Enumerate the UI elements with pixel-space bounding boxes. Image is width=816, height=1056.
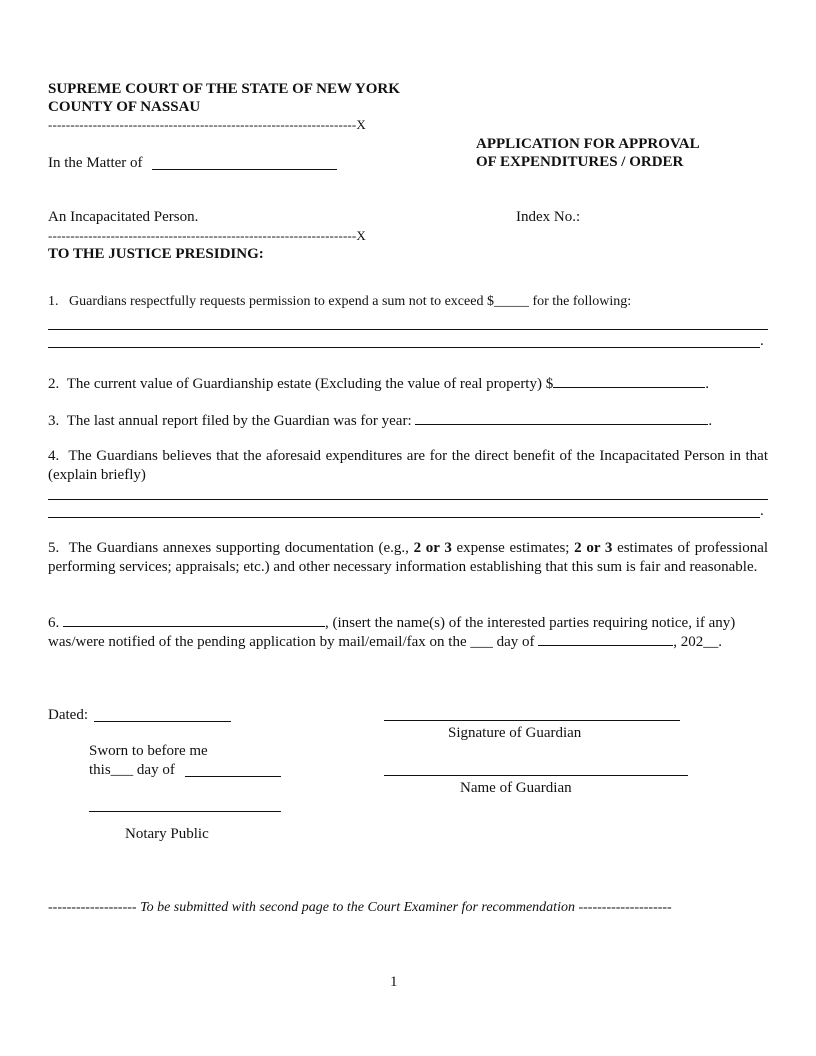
item-2 bbox=[48, 374, 709, 393]
item-5-bold-a: 2 or 3 bbox=[413, 540, 452, 556]
county-name: COUNTY OF NASSAU bbox=[48, 99, 201, 115]
item-2-number: 2. bbox=[48, 376, 60, 392]
item-6-text-a: , (insert the name(s) of the interested parties requiring notice, if any) bbox=[325, 615, 736, 631]
item-5-text-c: estimates of professional performing services; appraisals; etc.) and other necessary information establishing that this sum is fair and reasonable. bbox=[48, 540, 769, 575]
item-3 bbox=[48, 411, 712, 430]
item-6-line-2 bbox=[48, 632, 722, 651]
address-heading: TO THE JUSTICE PRESIDING: bbox=[48, 246, 264, 262]
item-1-answer-line-2[interactable] bbox=[48, 347, 760, 348]
item-1-period: . bbox=[760, 333, 764, 349]
item-6-line-1 bbox=[48, 613, 735, 632]
estate-value-blank[interactable] bbox=[553, 374, 705, 388]
name-of-guardian-label: Name of Guardian bbox=[460, 780, 572, 796]
item-6-text-c: , 202__. bbox=[673, 634, 723, 650]
footer-note-text: To be submitted with second page to the Court Examiner for recommendation bbox=[140, 900, 575, 915]
notary-public-label: Notary Public bbox=[125, 826, 209, 842]
notice-month-blank[interactable] bbox=[538, 632, 673, 646]
index-number-label: Index No.: bbox=[516, 209, 581, 225]
item-5-number: 5. bbox=[48, 540, 60, 556]
item-6-text-b: was/were notified of the pending application by mail/email/fax on the ___ day of bbox=[48, 634, 535, 650]
item-4-answer-line-2[interactable] bbox=[48, 517, 760, 518]
document-title-line1: APPLICATION FOR APPROVAL bbox=[476, 136, 700, 152]
item-3-period: . bbox=[708, 413, 713, 429]
item-6-number: 6. bbox=[48, 615, 60, 631]
sworn-day-label: this___ day of bbox=[89, 762, 175, 778]
item-4-number: 4. bbox=[48, 448, 60, 464]
item-1 bbox=[48, 293, 631, 311]
caption-separator-bottom: ---------------------------------------------------------------------X bbox=[48, 228, 366, 243]
item-3-number: 3. bbox=[48, 413, 60, 429]
footer-dashes-left: ------------------- bbox=[48, 900, 137, 915]
item-5-text-a: The Guardians annexes supporting documentation (e.g., bbox=[68, 540, 409, 556]
item-4-text: The Guardians believes that the aforesaid expenditures are for the direct benefit of the Incapacitated Person in that (explain briefly) bbox=[48, 448, 768, 483]
item-3-text: The last annual report filed by the Guardian was for year: bbox=[66, 413, 412, 429]
item-5-bold-b: 2 or 3 bbox=[574, 540, 613, 556]
court-name: SUPREME COURT OF THE STATE OF NEW YORK bbox=[48, 81, 400, 97]
item-4-answer-line-1[interactable] bbox=[48, 499, 768, 500]
item-1-number: 1. bbox=[48, 294, 59, 309]
item-5 bbox=[48, 539, 768, 576]
footer-dashes-right: -------------------- bbox=[578, 900, 672, 915]
item-2-text: The current value of Guardianship estate (Excluding the value of real property) $ bbox=[66, 376, 554, 392]
item-2-period: . bbox=[705, 376, 709, 392]
matter-name-blank[interactable] bbox=[152, 169, 337, 170]
incapacitated-person-label: An Incapacitated Person. bbox=[48, 209, 199, 225]
page-number: 1 bbox=[390, 974, 398, 990]
item-5-text-b: expense estimates; bbox=[456, 540, 570, 556]
guardian-name-line[interactable] bbox=[384, 775, 688, 776]
interested-parties-blank[interactable] bbox=[63, 613, 325, 627]
caption-separator-top: ---------------------------------------------------------------------X bbox=[48, 117, 366, 132]
dated-label: Dated: bbox=[48, 707, 88, 723]
sworn-label: Sworn to before me bbox=[89, 743, 208, 759]
signature-of-guardian-label: Signature of Guardian bbox=[448, 725, 582, 741]
sworn-date-blank[interactable] bbox=[185, 776, 281, 777]
matter-label: In the Matter of bbox=[48, 155, 143, 171]
report-year-blank[interactable] bbox=[415, 411, 708, 425]
document-title-line2: OF EXPENDITURES / ORDER bbox=[476, 154, 684, 170]
item-1-text: Guardians respectfully requests permission to expend a sum not to exceed $_____ for the following: bbox=[69, 294, 632, 309]
item-1-answer-line-1[interactable] bbox=[48, 329, 768, 330]
signature-line[interactable] bbox=[384, 720, 680, 721]
notary-signature-line[interactable] bbox=[89, 811, 281, 812]
item-4-period: . bbox=[760, 503, 764, 519]
submission-note bbox=[48, 899, 672, 917]
dated-blank[interactable] bbox=[94, 721, 231, 722]
item-4 bbox=[48, 447, 768, 484]
